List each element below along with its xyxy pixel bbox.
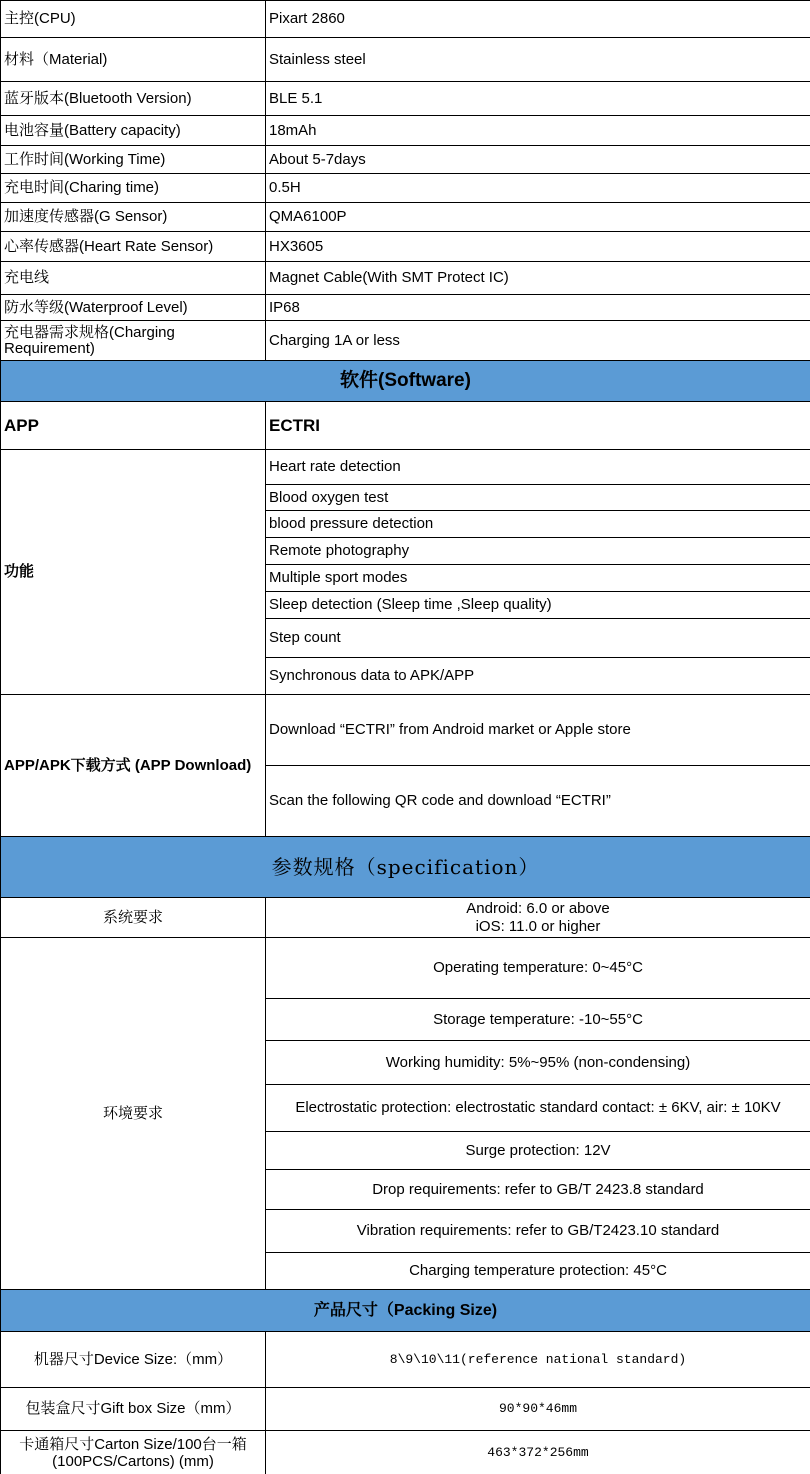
download-item: Scan the following QR code and download “ECTRI” [266,766,810,837]
function-item: blood pressure detection [266,511,810,538]
function-item: Step count [266,619,810,658]
spec-value: About 5-7days [266,146,810,174]
system-row [1,898,810,938]
spec-label: 加速度传感器(G Sensor) [1,203,266,232]
download-label: APP/APK下载方式 (APP Download) [1,695,266,837]
spec-value: BLE 5.1 [266,82,810,116]
spec-value: Charging 1A or less [266,321,810,361]
env-item: Drop requirements: refer to GB/T 2423.8 standard [266,1170,810,1210]
system-value [266,898,810,938]
env-item: Surge protection: 12V [266,1132,810,1170]
packing-header-row [1,1290,810,1332]
function-item: Synchronous data to APK/APP [266,658,810,695]
spec-row-battery [1,116,810,146]
packing-value: 90*90*46mm [266,1388,810,1431]
function-row [1,450,810,485]
spec-row-heart-sensor [1,232,810,262]
spec-value: Magnet Cable(With SMT Protect IC) [266,262,810,295]
spec-value: Pixart 2860 [266,1,810,38]
download-item: Download “ECTRI” from Android market or Apple store [266,695,810,766]
spec-value: Stainless steel [266,38,810,82]
download-row [1,695,810,766]
spec-label: 充电线 [1,262,266,295]
spec-label: 电池容量(Battery capacity) [1,116,266,146]
env-item: Working humidity: 5%~95% (non-condensing) [266,1041,810,1085]
system-line: iOS: 11.0 or higher [475,917,601,935]
app-row [1,402,810,450]
spec-label: 充电时间(Charing time) [1,174,266,203]
spec-row-charging-req [1,321,810,361]
packing-row [1,1431,810,1474]
packing-label: 机器尺寸Device Size:（mm） [1,1332,266,1388]
spec-label: 防水等级(Waterproof Level) [1,295,266,321]
env-label: 环境要求 [1,938,266,1290]
specification-header: 参数规格（specification） [1,837,810,898]
packing-header: 产品尺寸（Packing Size) [1,1290,810,1332]
spec-row-material [1,38,810,82]
function-item: Heart rate detection [266,450,810,485]
spec-row-cpu [1,1,810,38]
spec-label: 材料（Material) [1,38,266,82]
spec-row-cable [1,262,810,295]
env-item: Charging temperature protection: 45°C [266,1253,810,1290]
spec-row-charging-time [1,174,810,203]
app-value: ECTRI [266,402,810,450]
spec-label: 心率传感器(Heart Rate Sensor) [1,232,266,262]
packing-label: 卡通箱尺寸Carton Size/100台一箱(100PCS/Cartons) (mm) [1,1431,266,1474]
env-item: Storage temperature: -10~55°C [266,999,810,1041]
env-item: Electrostatic protection: electrostatic standard contact: ± 6KV, air: ± 10KV [266,1085,810,1132]
packing-row [1,1388,810,1431]
software-header-row [1,361,810,402]
spec-row-g-sensor [1,203,810,232]
function-item: Multiple sport modes [266,565,810,592]
function-item: Remote photography [266,538,810,565]
function-item: Sleep detection (Sleep time ,Sleep quality) [266,592,810,619]
spec-label: 蓝牙版本(Bluetooth Version) [1,82,266,116]
spec-label: 工作时间(Working Time) [1,146,266,174]
spec-row-waterproof [1,295,810,321]
packing-value: 8\9\10\11(reference national standard) [266,1332,810,1388]
env-row [1,938,810,999]
system-label: 系统要求 [1,898,266,938]
specification-header-row [1,837,810,898]
spec-row-bluetooth [1,82,810,116]
packing-value: 463*372*256mm [266,1431,810,1474]
packing-row [1,1332,810,1388]
spec-row-working-time [1,146,810,174]
app-label: APP [1,402,266,450]
spec-value: IP68 [266,295,810,321]
spec-label: 充电器需求规格(Charging Requirement) [1,321,266,361]
function-item: Blood oxygen test [266,485,810,511]
spec-label: 主控(CPU) [1,1,266,38]
system-line: Android: 6.0 or above [466,899,610,917]
env-item: Operating temperature: 0~45°C [266,938,810,999]
functions-label: 功能 [1,450,266,695]
spec-value: 18mAh [266,116,810,146]
packing-label: 包装盒尺寸Gift box Size（mm） [1,1388,266,1431]
software-header: 软件(Software) [1,361,810,402]
env-item: Vibration requirements: refer to GB/T2423.10 standard [266,1210,810,1253]
spec-value: HX3605 [266,232,810,262]
spec-value: QMA6100P [266,203,810,232]
spec-value: 0.5H [266,174,810,203]
